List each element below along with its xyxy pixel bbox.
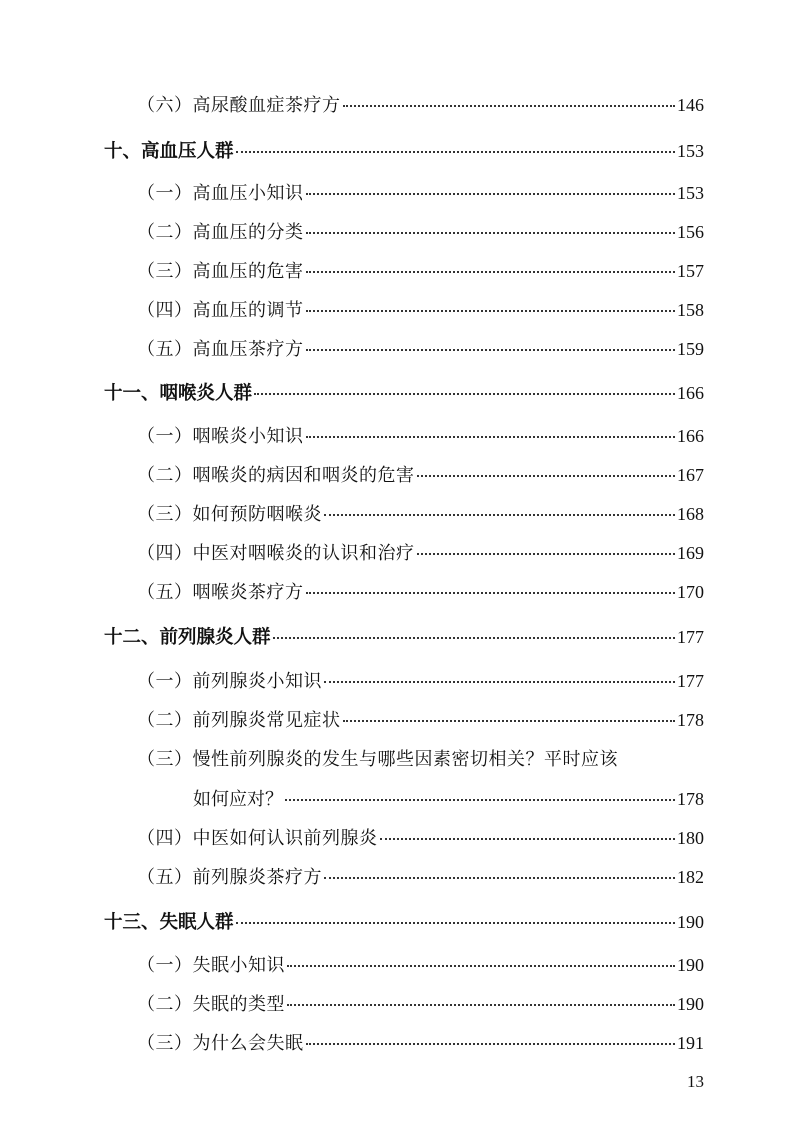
toc-entry [137,821,704,855]
toc-entry-title: （二）高血压的分类 [137,222,304,243]
toc-entry [137,987,704,1021]
toc-entry-page: 158 [677,300,704,320]
toc-entry [137,419,704,453]
toc-entry [137,254,704,288]
toc-entry-page: 177 [677,671,704,691]
toc-entry-title: （一）失眠小知识 [137,955,285,976]
toc-entry-title: （三）慢性前列腺炎的发生与哪些因素密切相关？平时应该 [137,749,618,770]
toc-entry-page: 182 [677,867,704,887]
dot-leader [236,922,675,924]
dot-leader [306,349,676,351]
toc-entry [137,703,704,737]
toc-entry-title: （一）前列腺炎小知识 [137,671,322,692]
toc-entry-page: 153 [677,183,704,203]
toc-entry [137,743,704,777]
toc-entry-page: 190 [677,994,704,1014]
toc-entry-title: （五）高血压茶疗方 [137,339,304,360]
toc-entry-page: 190 [677,955,704,975]
dot-leader [306,436,676,438]
dot-leader [306,310,676,312]
toc-entry-page: 168 [677,504,704,524]
toc-entry-page: 178 [677,710,704,730]
toc-entry-title: 十一、咽喉炎人群 [104,383,253,404]
toc-entry-title: （四）中医对咽喉炎的认识和治疗 [137,543,415,564]
toc-entry-page: 157 [677,261,704,281]
toc-entry-title: （一）咽喉炎小知识 [137,426,304,447]
toc-chapter-entry [104,134,704,168]
toc-entry-page: 146 [677,95,704,115]
dot-leader [417,553,676,555]
toc-entry-page: 177 [677,627,704,647]
toc-entry [137,293,704,327]
dot-leader [254,393,675,395]
toc-entry-title: 十、高血压人群 [104,141,234,162]
toc-entry [137,948,704,982]
toc-entry-title: （六）高尿酸血症茶疗方 [137,95,341,116]
toc-entry [137,88,704,122]
toc-entry-title: （四）中医如何认识前列腺炎 [137,828,378,849]
toc-entry-title: （四）高血压的调节 [137,300,304,321]
toc-chapter-entry [104,376,704,410]
page-number: 13 [687,1072,704,1091]
dot-leader [287,965,675,967]
toc-entry [137,497,704,531]
toc-entry-title: 如何应对？ [193,789,283,810]
toc-entry-title: 十三、失眠人群 [104,912,234,933]
dot-leader [343,105,676,107]
toc-entry-title: （二）前列腺炎常见症状 [137,710,341,731]
toc-entry-page: 156 [677,222,704,242]
dot-leader [324,877,675,879]
toc-entry-title: （五）前列腺炎茶疗方 [137,867,322,888]
toc-entry-page: 159 [677,339,704,359]
toc-entry [137,458,704,492]
toc-entry [137,215,704,249]
toc-entry-title: （三）高血压的危害 [137,261,304,282]
toc-entry [193,782,704,816]
toc-entry-page: 178 [677,789,704,809]
dot-leader [380,838,676,840]
dot-leader [306,193,676,195]
toc-entry-title: 十二、前列腺炎人群 [104,627,271,648]
dot-leader [417,475,676,477]
dot-leader [324,514,675,516]
toc-entry-page: 170 [677,582,704,602]
toc-entry-page: 153 [677,141,704,161]
toc-entry-page: 190 [677,912,704,932]
toc-chapter-entry [104,905,704,939]
toc-entry [137,536,704,570]
toc-entry [137,1026,704,1060]
dot-leader [324,681,675,683]
toc-entry-page: 180 [677,828,704,848]
toc-entry-title: （三）如何预防咽喉炎 [137,504,322,525]
toc-entry-page: 169 [677,543,704,563]
toc-entry [137,860,704,894]
toc-entry [137,332,704,366]
toc-entry [137,575,704,609]
toc-entry-page: 166 [677,383,704,403]
dot-leader [306,592,676,594]
dot-leader [306,1043,676,1045]
toc-entry-title: （一）高血压小知识 [137,183,304,204]
dot-leader [287,1004,675,1006]
toc-entry-title: （三）为什么会失眠 [137,1033,304,1054]
dot-leader [273,637,675,639]
dot-leader [306,271,676,273]
toc-entry-page: 191 [677,1033,704,1053]
toc-entry-title: （二）咽喉炎的病因和咽炎的危害 [137,465,415,486]
toc-entry-title: （二）失眠的类型 [137,994,285,1015]
toc-entry-page: 166 [677,426,704,446]
toc-entry [137,664,704,698]
toc-entry-page: 167 [677,465,704,485]
dot-leader [285,799,675,801]
dot-leader [236,151,675,153]
toc-entry-title: （五）咽喉炎茶疗方 [137,582,304,603]
toc-chapter-entry [104,620,704,654]
dot-leader [306,232,676,234]
toc-entry [137,176,704,210]
dot-leader [343,720,676,722]
